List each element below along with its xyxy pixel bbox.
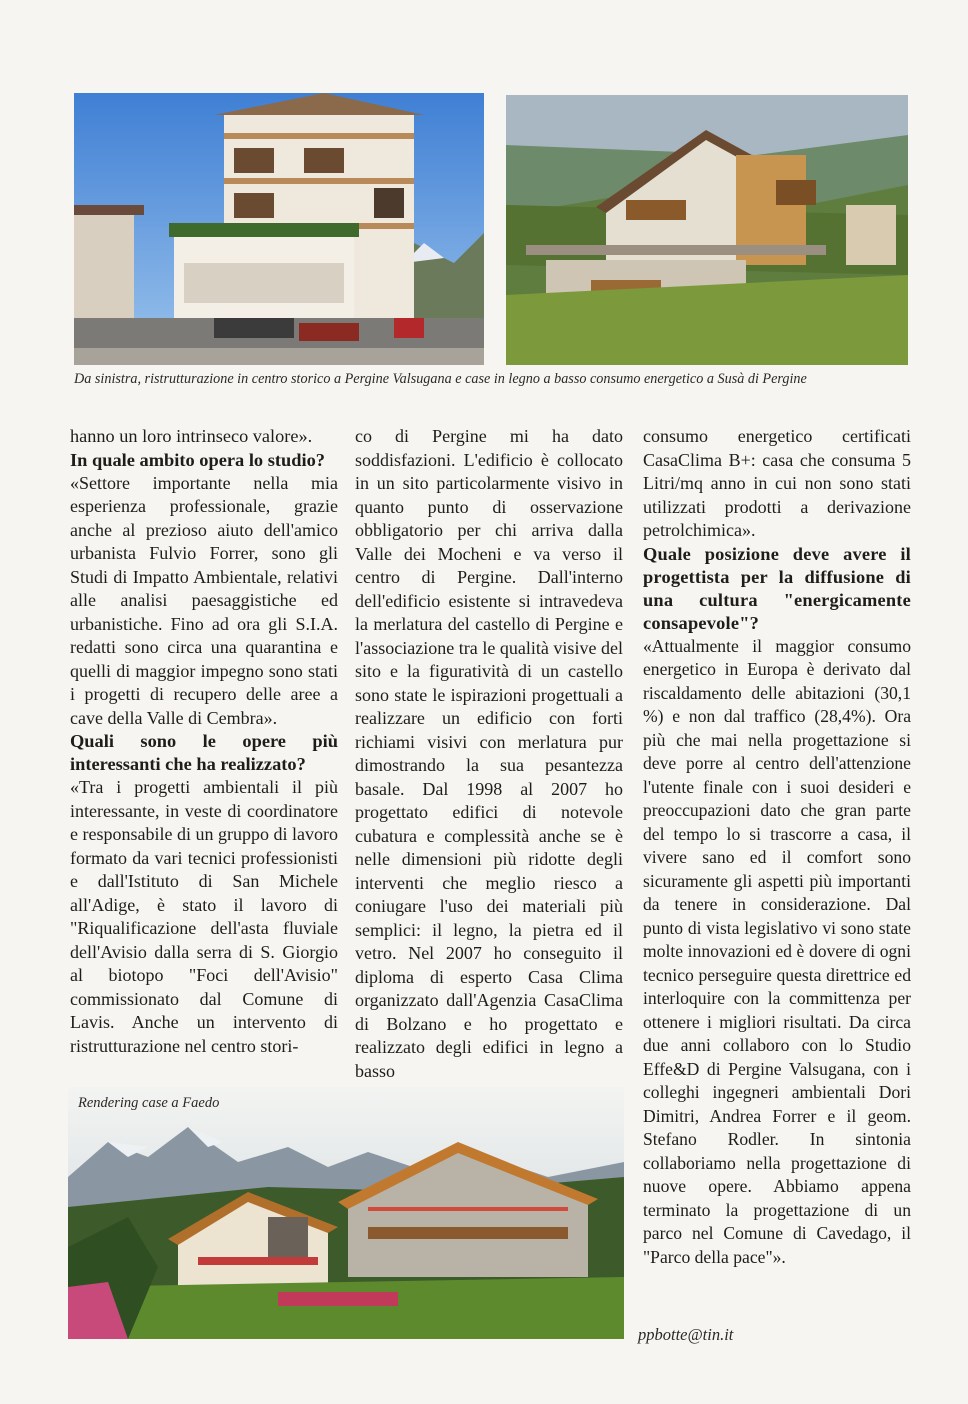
col1-paragraph-1: hanno un loro intrinseco valore». bbox=[70, 426, 313, 446]
rendering-caption: Rendering case a Faedo bbox=[78, 1095, 220, 1111]
author-email: ppbotte@tin.it bbox=[638, 1325, 734, 1344]
column-1 bbox=[70, 425, 338, 1058]
col1-question-2: Quali sono le opere più interessanti che ha realizzato? bbox=[70, 731, 338, 774]
col3-paragraph-1: consumo energetico certificati CasaClima B+: casa che consuma 5 Litri/mq anno in cui non sono stati utilizzati prodotti a derivazione petrolchimica». bbox=[643, 426, 911, 540]
col1-paragraph-2: «Settore importante nella mia esperienza professionale, grazie anche al prezioso aiuto dell'amico urbanista Fulvio Forrer, sono gli Studi di Impatto Ambientale, relativi alle analisi paesaggistiche ed urbanistiche. Fino ad ora gli S.I.A. redatti sono circa una quarantina e quelli di maggior impegno sono stati i progetti di recupero delle aree a cave della Valle di Cembra». bbox=[70, 472, 338, 728]
photo-building-pergine bbox=[74, 93, 484, 365]
photo-rendering-faedo bbox=[68, 1087, 624, 1339]
column-2 bbox=[355, 425, 623, 1083]
column-3 bbox=[643, 425, 911, 1269]
col1-question-1: In quale ambito opera lo studio? bbox=[70, 449, 325, 470]
top-photos-caption: Da sinistra, ristrutturazione in centro storico a Pergine Valsugana e case in legno a basso consumo energetico a Susà di Pergine bbox=[74, 371, 807, 387]
col3-paragraph-2: «Attualmente il maggior consumo energetico in Europa è derivato dal riscaldamento delle abitazioni (30,1 %) e non dal traffico (28,4%). Ora più che mai nella progettazione si deve porre al centro dell'attenzione l'utente finale con i suoi desideri e preoccupazioni dato che gran parte del tempo lo si trascorre a casa, il vivere sano ed il comfort sono sicuramente gli aspetti più importanti da tenere in considerazione. Dal punto di vista legislativo vi sono state molte innovazioni ed è dovere di ogni tecnico perseguire questa direttrice ed interloquire con la committenza per ottenere i migliori risultati. Da circa due anni collaboro con lo Studio Effe&D di Pergine Valsugana, con i colleghi ingegneri ambientali Dori Dimitri, Andrea Forrer e il geom. Stefano Rodler. In sintonia collaboriamo nella progettazione di nuove opere. Abbiamo appena terminato la progettazione di un parco nel Comune di Cavedago, il "Parco della pace"». bbox=[643, 635, 911, 1267]
col3-question-1: Quale posizione deve avere il progettista per la diffusione di una cultura "energicamente consapevole"? bbox=[643, 543, 911, 633]
col2-paragraph-1: co di Pergine mi ha dato soddisfazioni. L'edificio è collocato in un sito particolarmente visivo in quanto punto di osservazione obbligatorio per chi arriva dalla Valle dei Mocheni e va verso il centro di Pergine. Dall'interno dell'edificio esistente si intravedeva la merlatura del castello di Pergine e l'associazione tra le qualità visive del sito e la figuratività di un castello sono state le ispirazioni progettuali a realizzare un edificio con forti richiami visivi con merlatura pur dimostrando la sua pesantezza basale. Dal 1998 al 2007 ho progettato edifici di notevole cubatura e complessità anche se è nelle dimensioni più ridotte degli interventi che meglio riesco a coniugare l'uso dei materiali più semplici: il legno, la pietra ed il vetro. Nel 2007 ho conseguito il diploma di esperto Casa Clima organizzato dall'Agenzia CasaClima di Bolzano e ho progettato e realizzato degli edifici in legno a basso bbox=[355, 426, 623, 1081]
col1-paragraph-3: «Tra i progetti ambientali il più interessante, in veste di coordinatore e responsabile di un gruppo di lavoro formato da vari tecnici professionisti e dall'Istituto di San Michele all'Adige, è stato il lavoro di "Riqualificazione dell'asta fluviale dell'Avisio dalla serra di S. Giorgio al biotopo "Foci dell'Avisio" commissionato dal Comune di Lavis. Anche un intervento di ristrutturazione nel centro stori- bbox=[70, 777, 338, 1056]
photo-wood-house-susa bbox=[506, 95, 908, 365]
